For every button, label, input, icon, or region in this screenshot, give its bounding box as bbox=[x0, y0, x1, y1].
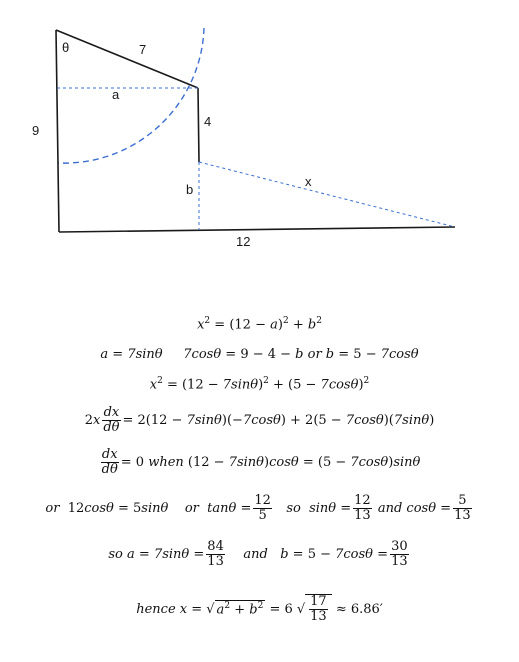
segment-7 bbox=[56, 30, 198, 88]
left-wall-line bbox=[56, 30, 59, 232]
side-a-label: a bbox=[112, 87, 120, 102]
equation-8: hence x = √ $a^2 + b^2 = 6$ √ $\frac{17}{13}$ ≈ 6.86′ bbox=[136, 594, 383, 624]
side-4-label: 4 bbox=[204, 114, 212, 129]
side-9-label: 9 bbox=[32, 123, 40, 138]
floor-line bbox=[59, 227, 455, 232]
side-b-label: b bbox=[186, 182, 194, 197]
side-x-label: x bbox=[305, 174, 312, 189]
theta-label: θ bbox=[62, 40, 70, 55]
equation-1: $x^2 = (12 - a)^2 + b^2$ bbox=[197, 316, 322, 333]
solution-equations bbox=[0, 300, 519, 660]
radius-arc bbox=[58, 28, 204, 163]
dashed-x-line bbox=[199, 162, 455, 227]
equation-6: or 12cosθ = 5sinθ or tanθ = $\frac{12}{5}$ so sinθ = $\frac{12}{13}$ and cosθ = $\frac{5}{13}$ bbox=[45, 493, 471, 523]
side-12-label: 12 bbox=[236, 234, 251, 249]
equation-3: $x^2 = (12 - 7\sin\theta)^2 + (5 - 7\cos\theta)^2$ bbox=[149, 376, 370, 393]
segment-4 bbox=[198, 88, 199, 162]
equation-4: 2x $\frac{dx}{d\theta}$ = 2(12 − 7sinθ)(−7cosθ) + 2(5 − 7cosθ)(7sinθ) bbox=[84, 405, 435, 435]
geometry-diagram bbox=[0, 0, 519, 260]
equation-5: $\frac{dx}{d\theta}$ = 0 when (12 − 7sinθ)cosθ = (5 − 7cosθ)sinθ bbox=[101, 447, 421, 477]
side-7-label: 7 bbox=[139, 42, 147, 57]
equation-7: so a = 7sinθ = $\frac{84}{13}$ and b = 5 − 7cosθ = $\frac{30}{13}$ bbox=[108, 539, 408, 569]
equation-2: a = 7sinθ 7cosθ = 9 − 4 − b or b = 5 − 7cosθ bbox=[100, 347, 419, 362]
